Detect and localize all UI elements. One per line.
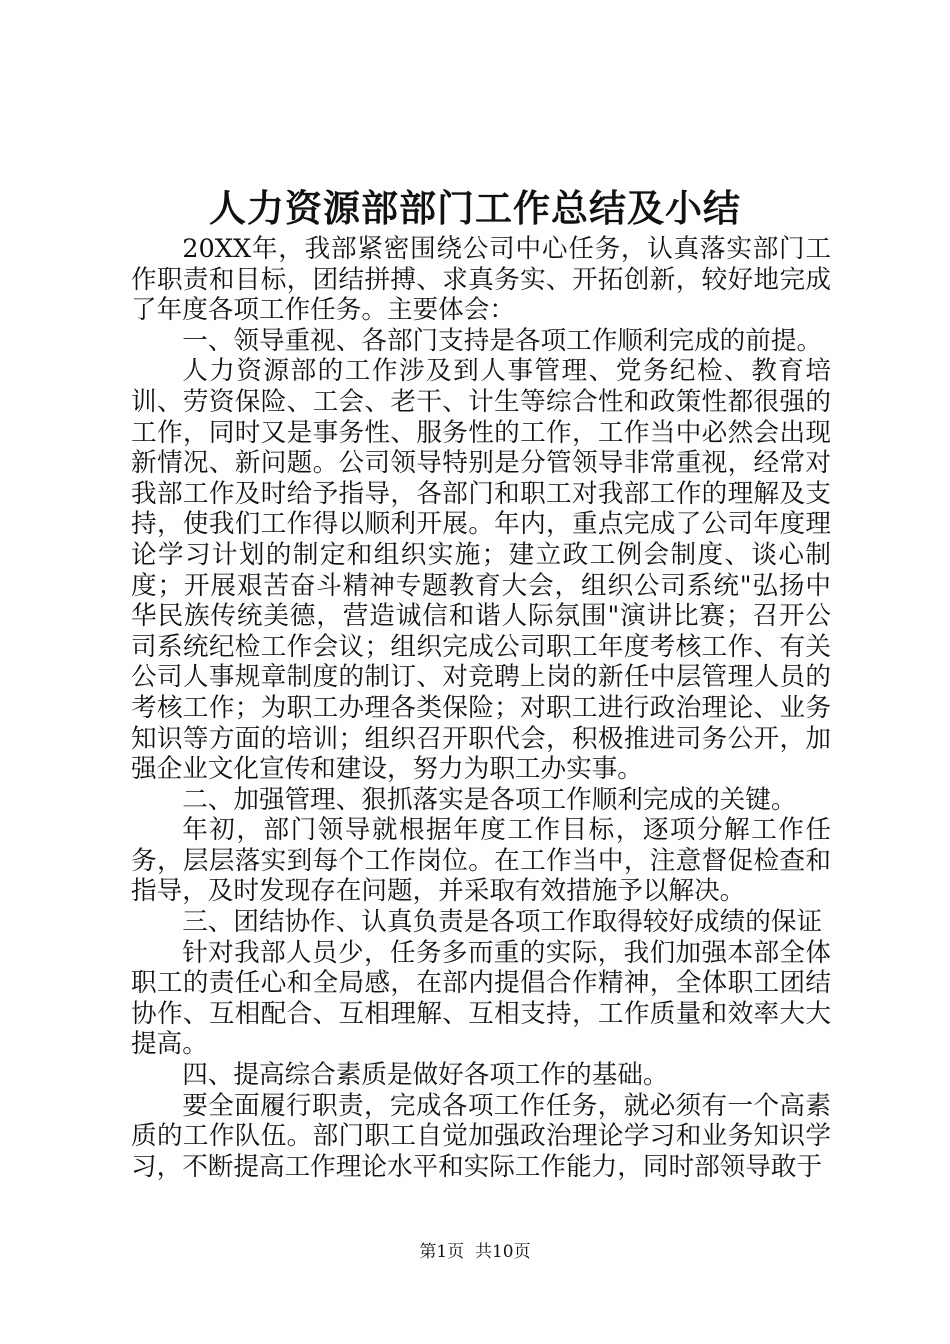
heading-section-1: 一、领导重视、各部门支持是各项工作顺利完成的前提。 (182, 325, 823, 356)
paragraph-section-1: 人力资源部的工作涉及到人事管理、党务纪检、教育培训、劳资保险、工会、老干、计生等综合性和政策性都很强的工作，同时又是事务性、服务性的工作，工作当中必然会出现新情况、新问题。公司领导特别是分管领导非常重视，经常对我部工作及时给予指导，各部门和职工对我部工作的理解及支持，使我们工作得以顺利开展。年内，重点完成了公司年度理论学习计划的制定和组织实施；建立政工例会制度、谈心制度；开展艰苦奋斗精神专题教育大会，组织公司系统"弘扬中华民族传统美德，营造诚信和谐人际氛围"演讲比赛；召开公司系统纪检工作会议；组织完成公司职工年度考核工作、有关公司人事规章制度的制订、对竞聘上岗的新任中层管理人员的考核工作；为职工办理各类保险；对职工进行政治理论、业务知识等方面的培训；组织召开职代会，积极推进司务公开，加强企业文化宣传和建设，努力为职工办实事。 (131, 356, 831, 785)
paragraph-section-3: 针对我部人员少，任务多而重的实际，我们加强本部全体职工的责任心和全局感，在部内提倡合作精神，全体职工团结协作、互相配合、互相理解、互相支持，工作质量和效率大大提高。 (131, 937, 831, 1060)
document-title: 人力资源部部门工作总结及小结 (209, 186, 741, 230)
heading-section-3: 三、团结协作、认真负责是各项工作取得较好成绩的保证 (182, 907, 823, 938)
paragraph-section-4: 要全面履行职责，完成各项工作任务，就必须有一个高素质的工作队伍。部门职工自觉加强政治理论学习和业务知识学习，不断提高工作理论水平和实际工作能力，同时部领导敢于 (131, 1090, 831, 1182)
page-number: 第1页 共10页 (419, 1242, 531, 1262)
heading-section-2: 二、加强管理、狠抓落实是各项工作顺利完成的关键。 (182, 784, 797, 815)
paragraph-section-2: 年初，部门领导就根据年度工作目标，逐项分解工作任务，层层落实到每个工作岗位。在工作当中，注意督促检查和指导，及时发现存在问题，并采取有效措施予以解决。 (131, 815, 831, 907)
paragraph-intro: 20XX年，我部紧密围绕公司中心任务，认真落实部门工作职责和目标，团结拼搏、求真务实、开拓创新，较好地完成了年度各项工作任务。主要体会： (131, 234, 831, 326)
page-footer (0, 1240, 950, 1264)
heading-section-4: 四、提高综合素质是做好各项工作的基础。 (182, 1060, 669, 1091)
document-body (131, 234, 831, 1182)
